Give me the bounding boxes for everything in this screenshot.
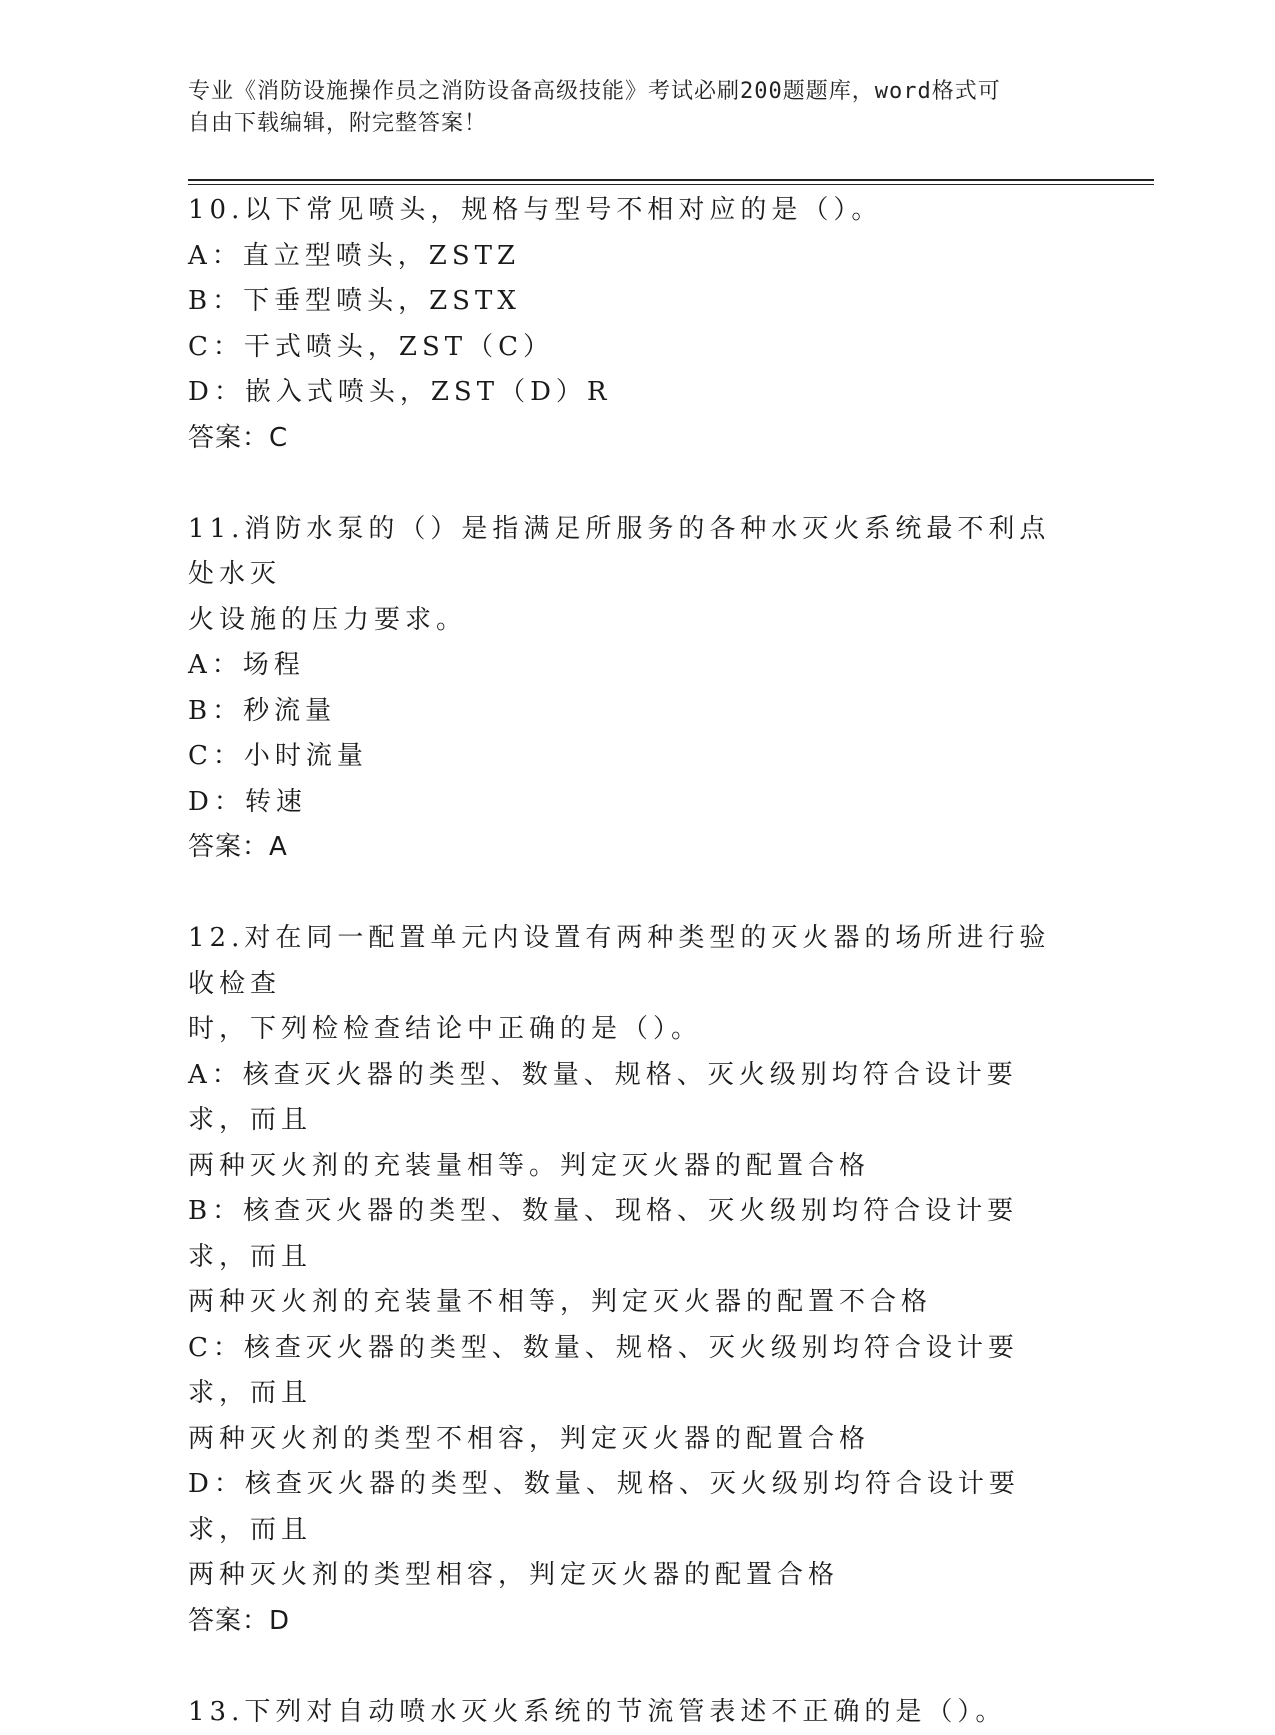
question-stem-line: 10.以下常见喷头，规格与型号不相对应的是（）。 [188, 188, 1078, 234]
question-list [188, 188, 1078, 1735]
question-spacer [188, 461, 1078, 507]
question-block [188, 188, 1078, 461]
option-line: D：核查灭火器的类型、数量、规格、灭火级别均符合设计要求，而且 [188, 1462, 1078, 1553]
option-line: 两种灭火剂的充装量相等。判定灭火器的配置合格 [188, 1144, 1078, 1190]
option-line: C：核查灭火器的类型、数量、规格、灭火级别均符合设计要求，而且 [188, 1326, 1078, 1417]
header-line-2: 自由下载编辑，附完整答案！ [188, 108, 1068, 140]
question-stem-line: 11.消防水泵的（）是指满足所服务的各种水灭火系统最不利点处水灭 [188, 507, 1078, 598]
option-line: C：干式喷头，ZST（C） [188, 325, 1078, 371]
option-line: A：核查灭火器的类型、数量、规格、灭火级别均符合设计要求，而且 [188, 1053, 1078, 1144]
header-divider-thick [188, 179, 1154, 181]
question-stem-line: 13.下列对自动喷水灭火系统的节流管表述不正确的是（）。 [188, 1690, 1078, 1735]
question-block [188, 507, 1078, 871]
option-line: B：下垂型喷头，ZSTX [188, 279, 1078, 325]
option-line: B：秒流量 [188, 689, 1078, 735]
answer-line: 答案：C [188, 416, 1078, 462]
option-line: C：小时流量 [188, 734, 1078, 780]
answer-line: 答案：A [188, 825, 1078, 871]
option-line: D：嵌入式喷头，ZST（D）R [188, 370, 1078, 416]
question-stem-line: 火设施的压力要求。 [188, 598, 1078, 644]
document-header [188, 76, 1068, 140]
option-line: 两种灭火剂的充装量不相等，判定灭火器的配置不合格 [188, 1280, 1078, 1326]
header-divider-thin [188, 184, 1154, 185]
question-stem-line: 12.对在同一配置单元内设置有两种类型的灭火器的场所进行验收检查 [188, 916, 1078, 1007]
option-line: 两种灭火剂的类型相容，判定灭火器的配置合格 [188, 1553, 1078, 1599]
option-line: 两种灭火剂的类型不相容，判定灭火器的配置合格 [188, 1417, 1078, 1463]
question-block [188, 1690, 1078, 1735]
question-spacer [188, 871, 1078, 917]
option-line: A：场程 [188, 643, 1078, 689]
question-stem-line: 时，下列检检查结论中正确的是（）。 [188, 1007, 1078, 1053]
option-line: B：核查灭火器的类型、数量、现格、灭火级别均符合设计要求，而且 [188, 1189, 1078, 1280]
question-block [188, 916, 1078, 1644]
question-spacer [188, 1644, 1078, 1690]
option-line: A：直立型喷头，ZSTZ [188, 234, 1078, 280]
answer-line: 答案：D [188, 1599, 1078, 1645]
option-line: D：转速 [188, 780, 1078, 826]
header-line-1: 专业《消防设施操作员之消防设备高级技能》考试必刷200题题库，word格式可 [188, 76, 1068, 108]
